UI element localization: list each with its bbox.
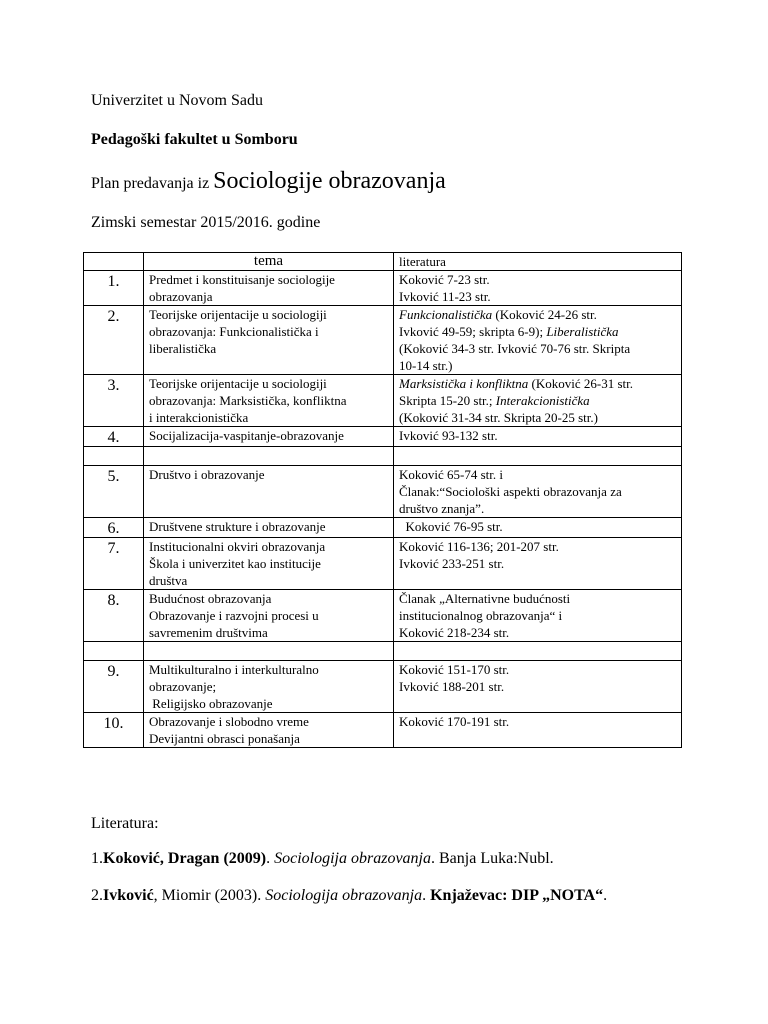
tema-line: Budućnost obrazovanja: [149, 591, 272, 606]
table-row: [84, 375, 682, 427]
lit-line: (Koković 34-3 str. Ivković 70-76 str. Skripta: [399, 341, 631, 356]
ref-number: 2.: [91, 887, 103, 904]
row-number: 2.: [84, 306, 144, 375]
faculty-name: Pedagoški fakultet u Somboru: [91, 131, 298, 148]
row-number: 8.: [84, 590, 144, 642]
row-literatura: [394, 466, 682, 518]
empty-row: [84, 642, 682, 661]
lit-line: 10-14 str.): [399, 358, 453, 373]
table-row: [84, 713, 682, 748]
tema-line: društva: [149, 573, 188, 588]
tema-line: obrazovanja: [149, 289, 213, 304]
empty-row: [84, 447, 682, 466]
ref-author: Ivković: [103, 887, 154, 904]
university-name: Univerzitet u Novom Sadu: [91, 92, 263, 109]
tema-line: obrazovanje;: [149, 679, 217, 694]
table-row: [84, 271, 682, 306]
lit-text: Skripta 15-20 str.;: [399, 393, 496, 408]
tema-line: liberalistička: [149, 341, 217, 356]
row-number: 10.: [84, 713, 144, 748]
tema-line: Institucionalni okviri obrazovanja: [149, 539, 326, 554]
ref-separator: .: [422, 887, 431, 904]
lit-line: [399, 323, 676, 340]
row-literatura: [394, 713, 682, 748]
table-row: [84, 306, 682, 375]
row-number: 5.: [84, 466, 144, 518]
tema-line: Teorijske orijentacije u sociologiji: [149, 307, 327, 322]
table-row: [84, 466, 682, 518]
row-literatura: [394, 306, 682, 375]
lit-line: (Koković 31-34 str. Skripta 20-25 str.): [399, 410, 598, 425]
row-tema: [144, 538, 394, 590]
ref-number: 1.: [91, 850, 103, 867]
tema-line: i interakcionistička: [149, 410, 249, 425]
row-literatura: [394, 427, 682, 447]
row-tema: [144, 713, 394, 748]
tema-line: Socijalizacija-vaspitanje-obrazovanje: [149, 428, 344, 443]
row-literatura: [394, 661, 682, 713]
row-number: 6.: [84, 518, 144, 538]
lit-italic: Interakcionistička: [495, 393, 590, 408]
tema-line: Teorijske orijentacije u sociologiji: [149, 376, 327, 391]
ref-author: Koković, Dragan (2009): [103, 850, 267, 867]
row-tema: [144, 518, 394, 538]
lit-line: Koković 7-23 str.: [399, 272, 490, 287]
tema-line: Društvene strukture i obrazovanje: [149, 519, 326, 534]
ref-author-rest: , Miomir (2003).: [153, 887, 266, 904]
plan-subject: Sociologije obrazovanja: [213, 168, 446, 194]
plan-prefix: Plan predavanja iz: [91, 175, 214, 192]
table-row: [84, 590, 682, 642]
lit-text: (Koković 26-31 str.: [528, 376, 633, 391]
lit-italic: Liberalistička: [546, 324, 619, 339]
row-literatura: [394, 518, 682, 538]
lit-line: Koković 116-136; 201-207 str.: [399, 539, 559, 554]
header-num-cell: [84, 253, 144, 271]
row-tema: [144, 271, 394, 306]
lit-line: [399, 306, 676, 323]
ref-title: Sociologija obrazovanja: [274, 850, 431, 867]
row-tema: [144, 375, 394, 427]
row-number: 9.: [84, 661, 144, 713]
row-literatura: [394, 271, 682, 306]
lit-italic: Marksistička i konfliktna: [399, 376, 529, 391]
lit-text: (Koković 24-26 str.: [492, 307, 597, 322]
lit-line: Ivković 93-132 str.: [399, 428, 498, 443]
lit-line: Ivković 188-201 str.: [399, 679, 505, 694]
lit-italic: Funkcionalistička: [399, 307, 493, 322]
tema-line: Obrazovanje i razvojni procesi u: [149, 608, 319, 623]
tema-line: Obrazovanje i slobodno vreme: [149, 714, 309, 729]
reference-1: [91, 850, 554, 868]
row-number: 4.: [84, 427, 144, 447]
tema-line: obrazovanja: Funkcionalistička i: [149, 324, 319, 339]
row-tema: [144, 466, 394, 518]
lit-line: Članak:“Sociološki aspekti obrazovanja za: [399, 484, 622, 499]
row-literatura: [394, 375, 682, 427]
lit-line: Ivković 11-23 str.: [399, 289, 491, 304]
lit-line: Koković 151-170 str.: [399, 662, 510, 677]
plan-title: [91, 168, 446, 195]
ref-publisher: Knjaževac: DIP „NOTA“: [430, 887, 604, 904]
lit-text: Ivković 49-59; skripta 6-9);: [399, 324, 547, 339]
header-tema: tema: [144, 253, 394, 271]
row-tema: [144, 306, 394, 375]
table-row: [84, 427, 682, 447]
table-row: [84, 661, 682, 713]
reference-2: [91, 887, 607, 905]
tema-line: obrazovanja: Marksistička, konfliktna: [149, 393, 347, 408]
header-literatura: literatura: [394, 253, 682, 271]
ref-publisher: . Banja Luka:Nubl.: [431, 850, 554, 867]
lit-line: Koković 218-234 str.: [399, 625, 510, 640]
lit-line: [399, 375, 676, 392]
table-row: [84, 518, 682, 538]
ref-title: Sociologija obrazovanja: [265, 887, 423, 904]
lit-line: Članak „Alternativne budućnosti: [399, 591, 571, 606]
lit-line: društvo znanja”.: [399, 501, 485, 516]
ref-separator: .: [266, 850, 275, 867]
table-row: [84, 538, 682, 590]
row-number: 3.: [84, 375, 144, 427]
ref-end: .: [603, 887, 608, 904]
row-tema: [144, 661, 394, 713]
row-number: 7.: [84, 538, 144, 590]
tema-line: savremenim društvima: [149, 625, 268, 640]
tema-line: Škola i univerzitet kao institucije: [149, 556, 321, 571]
row-literatura: [394, 538, 682, 590]
lit-line: Koković 170-191 str.: [399, 714, 510, 729]
row-literatura: [394, 590, 682, 642]
lit-line: Koković 76-95 str.: [399, 519, 503, 534]
lit-line: institucionalnog obrazovanja“ i: [399, 608, 563, 623]
tema-line: Religijsko obrazovanje: [149, 696, 273, 711]
table-header-row: [84, 253, 682, 271]
tema-line: Predmet i konstituisanje sociologije: [149, 272, 335, 287]
lecture-plan-table: [83, 252, 682, 748]
tema-line: Društvo i obrazovanje: [149, 467, 265, 482]
tema-line: Multikulturalno i interkulturalno: [149, 662, 319, 677]
row-number: 1.: [84, 271, 144, 306]
literature-heading: Literatura:: [91, 815, 159, 832]
row-tema: [144, 590, 394, 642]
lit-line: Ivković 233-251 str.: [399, 556, 505, 571]
semester-line: Zimski semestar 2015/2016. godine: [91, 214, 321, 231]
lit-line: [399, 392, 676, 409]
tema-line: Devijantni obrasci ponašanja: [149, 731, 300, 746]
lit-line: Koković 65-74 str. i: [399, 467, 503, 482]
row-tema: [144, 427, 394, 447]
